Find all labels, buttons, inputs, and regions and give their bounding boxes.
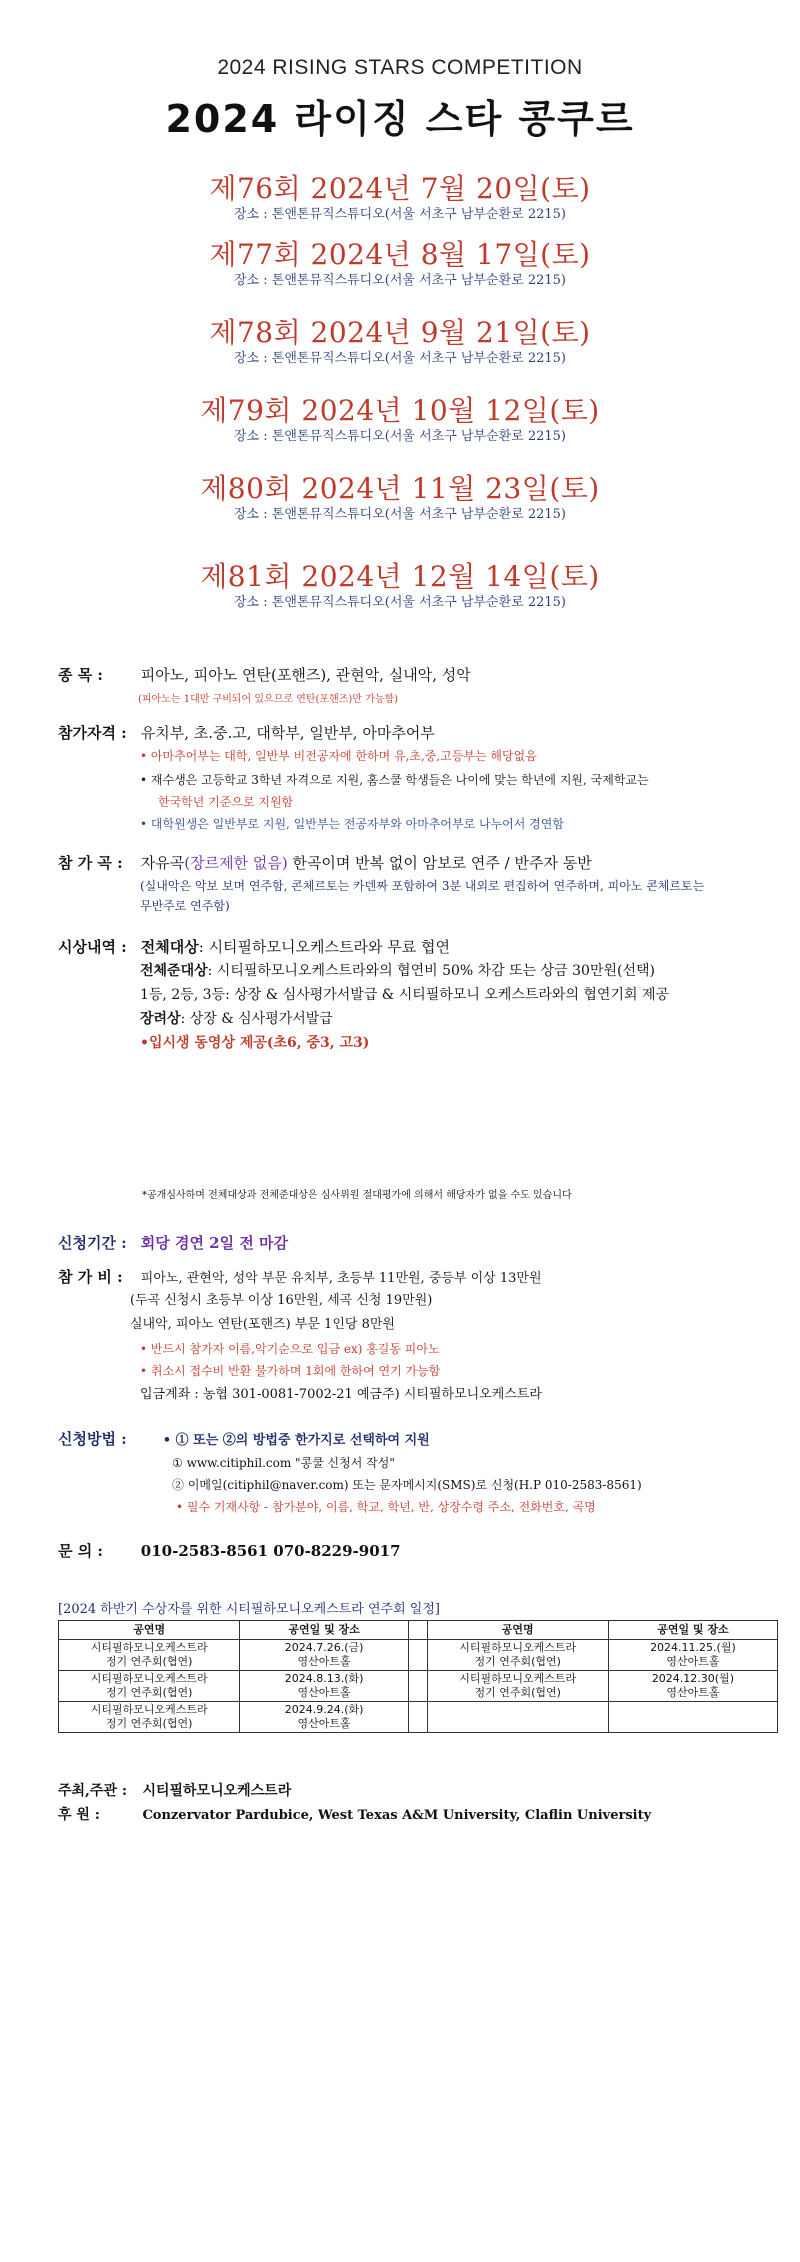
concert-place-line: 영산아트홀 [297,1686,351,1699]
eligibility-note-2 [140,770,649,790]
concert-name [427,1640,608,1671]
award-encourage-head: 장려상 [140,1011,181,1027]
concert-date-line: 2024.9.24.(화) [284,1703,364,1716]
award-encourage [140,1008,333,1030]
session-80 [0,472,800,524]
deadline-row [58,1232,288,1254]
award-encourage-text: : 상장 & 심사평가서발급 [180,1011,333,1027]
concert-name-line: 시티필하모니오케스트라 [90,1641,208,1654]
session-date: 제81회 2024년 12월 14일(토) [200,560,600,593]
concert-place-line: 영산아트홀 [666,1686,720,1699]
fee-line-5: • 취소시 접수비 반환 불가하며 1회에 한하여 연기 가능함 [140,1364,441,1378]
table-row [59,1702,778,1733]
concert-name-line: 정기 연주회(협연) [474,1655,561,1668]
concert-date-line: 2024.12.30(월) [651,1672,735,1685]
host-value: 시티필하모니오케스트라 [142,1783,292,1799]
sponsor-value: Conzervator Pardubice, West Texas A&M University, Claflin University [142,1808,652,1823]
concert-name [59,1702,240,1733]
contact-value: 010-2583-8561 070-8229-9017 [140,1542,401,1560]
session-venue: 장소 : 톤앤톤뮤직스튜디오(서울 서초구 남부순환로 2215) [234,273,566,288]
session-venue: 장소 : 톤앤톤뮤직스튜디오(서울 서초구 남부순환로 2215) [234,351,566,366]
session-76 [0,172,800,224]
sponsor-row [58,1804,651,1827]
category-label: 종 목 : [58,666,103,684]
table-header-row [59,1621,778,1640]
awards-footnote: *공개심사하며 전체대상과 전체준대상은 심사위원 절대평가에 의해서 해당자가 없을 수도 있습니다 [142,1190,572,1201]
category-note: (피아노는 1대만 구비되어 있으므로 연탄(포핸즈)만 가능함) [138,694,399,705]
concert-name-line: 시티필하모니오케스트라 [459,1672,577,1685]
category-value: 피아노, 피아노 연탄(포핸즈), 관현악, 실내악, 성악 [140,666,471,684]
schedule-title: [2024 하반기 수상자를 위한 시티필하모니오케스트라 연주회 일정] [58,1602,440,1617]
piece-value-a: 자유곡 [140,854,185,872]
session-79 [0,394,800,446]
header-cell: 공연일 및 장소 [240,1621,409,1640]
table-row [59,1671,778,1702]
piece-value-b: (장르제한 없음) [184,854,288,872]
concert-name-line: 정기 연주회(협연) [474,1686,561,1699]
sponsor-label: 후 원 : [58,1807,100,1823]
schedule-table [58,1620,778,1733]
concert-place-line: 영산아트홀 [297,1717,351,1730]
session-date: 제80회 2024년 11월 23일(토) [200,472,600,505]
concert-name [59,1640,240,1671]
concert-date-line: 2024.11.25.(월) [650,1641,736,1654]
fee-line-1: 피아노, 관현악, 성악 부문 유치부, 초등부 11만원, 중등부 이상 13만원 [140,1271,542,1286]
concert-name [427,1671,608,1702]
header-cell: 공연명 [427,1621,608,1640]
eligibility-row [58,722,435,744]
method-label: 신청방법 : [58,1430,127,1448]
method-line-2: ① www.citiphil.com "콩쿨 신청서 작성" [172,1456,395,1470]
piece-row [58,852,592,874]
award-second-text: : 시티필하모니오케스트라와의 협연비 50% 차감 또는 상금 30만원(선택) [207,963,655,979]
concert-date [240,1671,409,1702]
concert-place-line: 영산아트홀 [297,1655,351,1668]
empty-cell [427,1702,608,1733]
eligibility-note-1: • 아마추어부는 대학, 일반부 비전공자에 한하며 유,초,중,고등부는 해당없음 [140,749,537,763]
awards-row [58,936,450,958]
host-label: 주최,주관 : [58,1783,128,1799]
table-row [59,1640,778,1671]
contact-row [58,1540,401,1562]
fee-line-6: 입금계좌 : 농협 301-0081-7002-21 예금주) 시티필하모니오케스트라 [140,1387,542,1402]
session-venue: 장소 : 톤앤톤뮤직스튜디오(서울 서초구 남부순환로 2215) [234,595,566,610]
fee-line-4: • 반드시 참가자 이름,악기순으로 입금 ex) 홍길동 피아노 [140,1342,440,1356]
method-line-4: • 필수 기재사항 - 참가분야, 이름, 학교, 학년, 반, 상장수령 주소, 전화번호, 곡명 [176,1500,596,1514]
fee-row [58,1266,542,1290]
fee-line-3: 실내악, 피아노 연탄(포핸즈) 부문 1인당 8만원 [130,1317,395,1332]
deadline-label: 신청기간 : [58,1234,127,1252]
gap-cell [408,1702,427,1733]
category-row [58,664,471,686]
concert-date [608,1671,777,1702]
session-81 [0,560,800,612]
session-venue: 장소 : 톤앤톤뮤직스튜디오(서울 서초구 남부순환로 2215) [234,507,566,522]
concert-place-line: 영산아트홀 [666,1655,720,1668]
award-second [140,960,655,982]
eligibility-label: 참가자격 : [58,724,127,742]
session-77 [0,238,800,290]
concert-name-line: 시티필하모니오케스트라 [90,1703,208,1716]
concert-name-line: 정기 연주회(협연) [105,1655,193,1668]
concert-name [59,1671,240,1702]
fee-line-2: (두곡 신청시 초등부 이상 16만원, 세곡 신청 19만원) [130,1293,433,1308]
eligibility-note-3: 한국학년 기준으로 지원함 [158,795,294,809]
piece-note-1: (실내악은 악보 보며 연주함, 콘체르토는 카덴짜 포함하여 3분 내외로 편집하여 연주하며, 피아노 콘체르토는 [140,879,705,893]
deadline-value: 회당 경연 2일 전 마감 [140,1234,289,1252]
empty-cell [608,1702,777,1733]
fee-label: 참 가 비 : [58,1268,123,1286]
header-cell: 공연명 [59,1621,240,1640]
eligibility-note-text: • 재수생은 고등학교 3학년 자격으로 지원, 홈스쿨 학생들은 나이에 맞는 학년에 지원, 국제학교는 [140,773,649,787]
awards-label: 시상내역 : [58,938,127,956]
method-line-3: ② 이메일(citiphil@naver.com) 또는 문자메시지(SMS)로 신청(H.P 010-2583-8561) [172,1478,642,1492]
concert-name-line: 시티필하모니오케스트라 [459,1641,577,1654]
session-venue: 장소 : 톤앤톤뮤직스튜디오(서울 서초구 남부순환로 2215) [234,207,566,222]
method-line-1: • ① 또는 ②의 방법중 한가지로 선택하여 지원 [162,1433,430,1448]
concert-name-line: 정기 연주회(협연) [105,1717,193,1730]
eligibility-note-4: • 대학원생은 일반부로 지원, 일반부는 전공자부와 아마추어부로 나누어서 경연함 [140,817,564,831]
host-row [58,1780,291,1802]
concert-date [608,1640,777,1671]
piece-note-2: 무반주로 연주함) [140,899,230,913]
eligibility-value: 유치부, 초.중.고, 대학부, 일반부, 아마추어부 [140,724,435,742]
session-venue: 장소 : 톤앤톤뮤직스튜디오(서울 서초구 남부순환로 2215) [234,429,566,444]
award-ranks: 1등, 2등, 3등: 상장 & 심사평가서발급 & 시티필하모니 오케스트라와의 협연기회 제공 [140,987,670,1003]
gap-cell [408,1640,427,1671]
session-date: 제78회 2024년 9월 21일(토) [209,316,591,349]
korean-title: 2024 라이징 스타 콩쿠르 [165,97,635,141]
concert-name-line: 시티필하모니오케스트라 [90,1672,208,1685]
award-video: •입시생 동영상 제공(초6, 중3, 고3) [140,1035,370,1051]
contact-label: 문 의 : [58,1542,103,1560]
gap-cell [408,1671,427,1702]
award-grand-head: 전체대상 [140,938,199,956]
piece-label: 참 가 곡 : [58,854,123,872]
concert-name-line: 정기 연주회(협연) [105,1686,193,1699]
session-date: 제76회 2024년 7월 20일(토) [209,172,591,205]
concert-date [240,1702,409,1733]
concert-date [240,1640,409,1671]
gap-cell [408,1621,427,1640]
award-second-head: 전체준대상 [140,963,208,979]
session-date: 제77회 2024년 8월 17일(토) [209,238,591,271]
concert-date-line: 2024.7.26.(금) [284,1641,364,1654]
header-cell: 공연일 및 장소 [608,1621,777,1640]
method-row [58,1428,430,1452]
session-78 [0,316,800,368]
english-title: 2024 RISING STARS COMPETITION [217,56,583,79]
concert-date-line: 2024.8.13.(화) [284,1672,364,1685]
piece-value-c: 한곡이며 반복 없이 암보로 연주 / 반주자 동반 [287,854,592,872]
session-date: 제79회 2024년 10월 12일(토) [200,394,600,427]
award-grand-text: : 시티필하모니오케스트라와 무료 협연 [198,938,450,956]
